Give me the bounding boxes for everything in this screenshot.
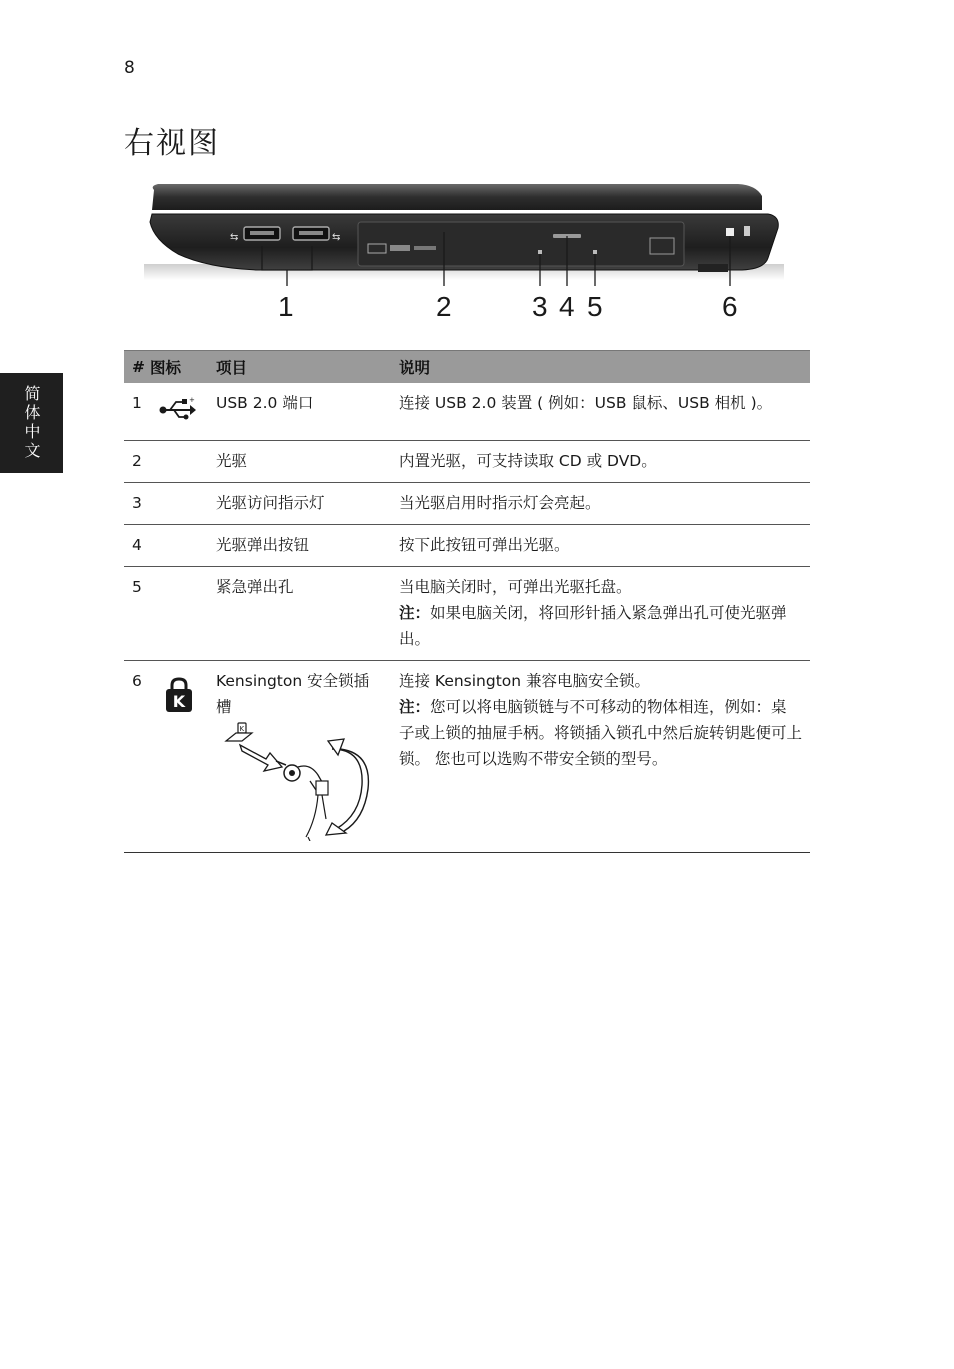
note-text: 您可以将电脑锁链与不可移动的物体相连，例如：桌子或上锁的抽屉手柄。将锁插入锁孔中然后旋转钥匙便可上锁。 您也可以选购不带安全锁的型号。 xyxy=(399,698,803,768)
item-note xyxy=(399,600,802,652)
page-number: 8 xyxy=(124,58,135,78)
item-name: 光驱 xyxy=(208,441,391,483)
svg-text:⇆: ⇆ xyxy=(230,232,239,243)
table-row xyxy=(124,441,810,483)
item-description: 内置光驱，可支持读取 CD 或 DVD。 xyxy=(399,452,657,470)
callout-1: 1 xyxy=(278,291,294,322)
laptop-right-side-illustration xyxy=(138,176,788,326)
table-row xyxy=(124,661,810,853)
item-name: 光驱访问指示灯 xyxy=(208,483,391,525)
table-row xyxy=(124,383,810,441)
svg-text:K: K xyxy=(172,692,186,711)
callout-2: 2 xyxy=(436,291,452,322)
lock-installation-illustration xyxy=(222,719,382,841)
note-label: 注： xyxy=(399,698,431,716)
item-description: 当电脑关闭时，可弹出光驱托盘。 xyxy=(399,578,632,596)
language-side-tab xyxy=(0,373,63,473)
item-description: 当光驱启用时指示灯会亮起。 xyxy=(399,494,601,512)
row-number: 1 xyxy=(124,383,142,441)
kensington-lock-icon xyxy=(164,676,194,714)
svg-text:K: K xyxy=(239,725,245,733)
item-description: 连接 Kensington 兼容电脑安全锁。 xyxy=(399,672,651,690)
svg-text:+: + xyxy=(189,396,195,404)
table-row xyxy=(124,525,810,567)
header-num: # xyxy=(124,351,142,384)
row-number: 2 xyxy=(124,441,142,483)
note-text: 如果电脑关闭，将回形针插入紧急弹出孔可使光驱弹出。 xyxy=(399,604,787,648)
port-spec-table xyxy=(124,350,810,853)
optical-drive xyxy=(358,222,684,266)
table-header-row xyxy=(124,351,810,384)
table-row xyxy=(124,483,810,525)
callout-3: 3 xyxy=(532,291,548,322)
item-name: Kensington 安全锁插槽 xyxy=(216,672,370,716)
row-number: 6 xyxy=(124,661,142,853)
language-label: 简体中文 xyxy=(22,385,41,461)
header-icon: 图标 xyxy=(142,351,208,384)
header-item: 项目 xyxy=(208,351,391,384)
item-name: 紧急弹出孔 xyxy=(208,567,391,661)
callout-6: 6 xyxy=(722,291,738,322)
page-title: 右视图 xyxy=(124,126,220,161)
item-name: USB 2.0 端口 xyxy=(208,383,391,441)
note-label: 注： xyxy=(399,604,431,622)
callout-4: 4 xyxy=(559,291,575,322)
emergency-eject-hole xyxy=(593,250,597,254)
table-row xyxy=(124,567,810,661)
usb-icon xyxy=(158,394,198,424)
row-number: 4 xyxy=(124,525,142,567)
header-description: 说明 xyxy=(391,351,810,384)
item-name: 光驱弹出按钮 xyxy=(208,525,391,567)
drive-activity-led xyxy=(538,250,542,254)
row-number: 3 xyxy=(124,483,142,525)
item-description: 按下此按钮可弹出光驱。 xyxy=(399,536,570,554)
svg-text:⇆: ⇆ xyxy=(332,232,341,243)
row-number: 5 xyxy=(124,567,142,661)
laptop-lid xyxy=(152,184,762,210)
item-description: 连接 USB 2.0 装置 ( 例如：USB 鼠标、USB 相机 )。 xyxy=(399,394,773,412)
callout-5: 5 xyxy=(587,291,603,322)
item-note xyxy=(399,694,802,772)
